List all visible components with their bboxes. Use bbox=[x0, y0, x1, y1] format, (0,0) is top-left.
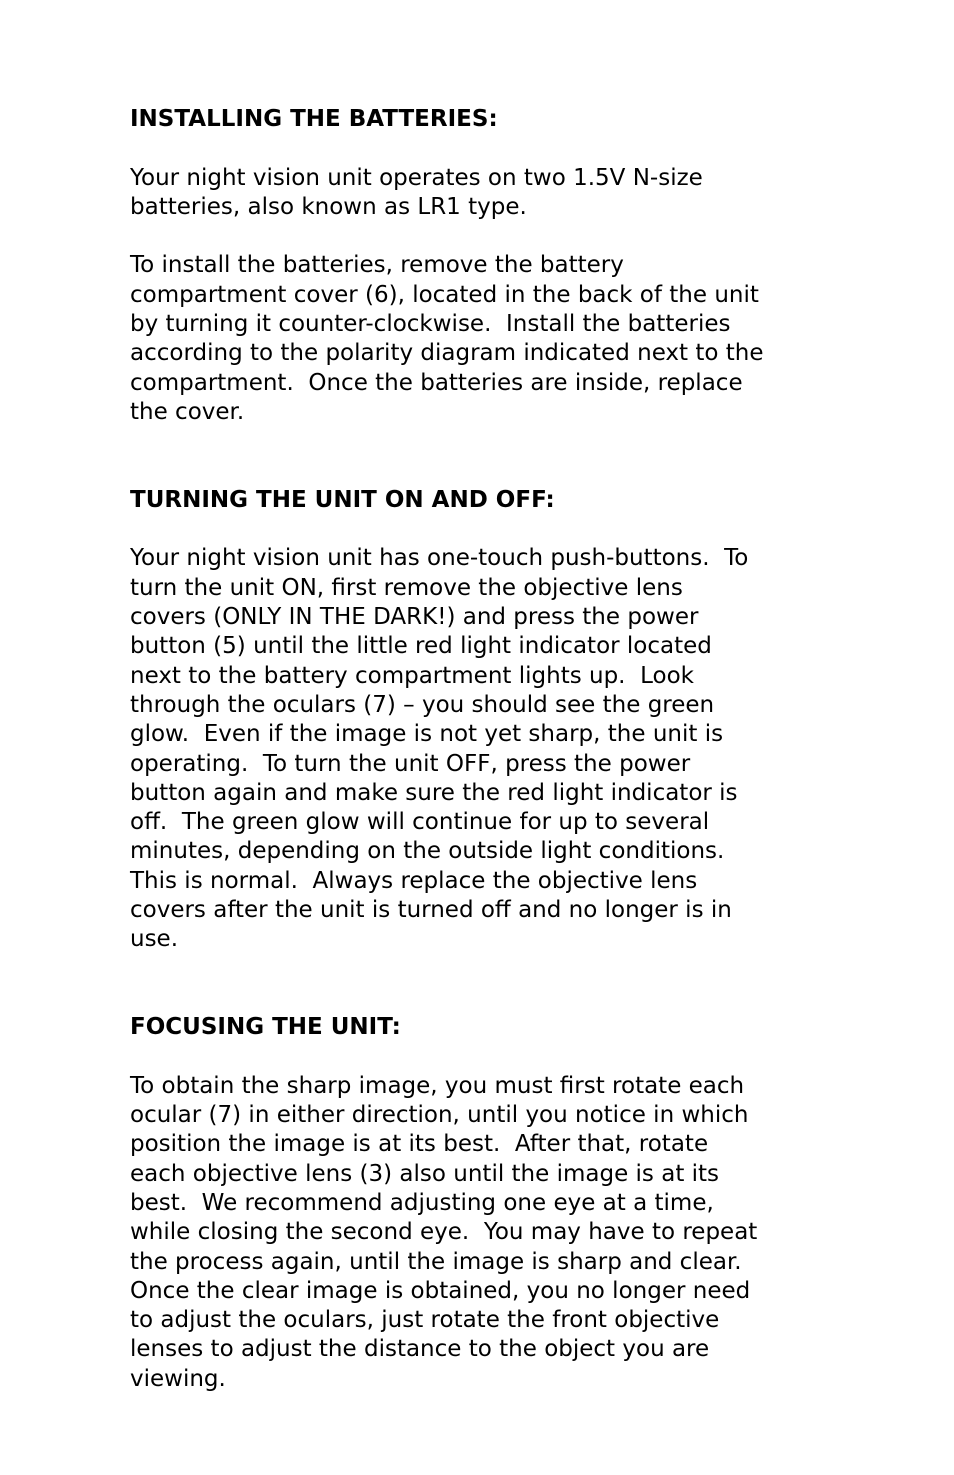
text-line: the cover. bbox=[130, 398, 245, 425]
text-line: compartment. Once the batteries are inside, replace bbox=[130, 369, 743, 396]
text-line: minutes, depending on the outside light conditions. bbox=[130, 838, 725, 865]
section-heading: FOCUSING THE UNIT: bbox=[130, 1014, 401, 1041]
text-line: position the image is at its best. After that, rotate bbox=[130, 1131, 709, 1158]
text-line: This is normal. Always replace the objective lens bbox=[130, 867, 698, 894]
text-line: by turning it counter-clockwise. Install the batteries bbox=[130, 311, 731, 338]
text-line: best. We recommend adjusting one eye at a time, bbox=[130, 1189, 714, 1216]
paragraph bbox=[130, 164, 810, 223]
text-line: compartment cover (6), located in the back of the unit bbox=[130, 281, 759, 308]
text-line: through the oculars (7) – you should see the green bbox=[130, 691, 715, 718]
paragraph bbox=[130, 544, 810, 954]
text-line: batteries, also known as LR1 type. bbox=[130, 193, 527, 220]
section-heading: INSTALLING THE BATTERIES: bbox=[130, 106, 498, 132]
document-page bbox=[130, 105, 810, 1394]
text-line: the process again, until the image is sharp and clear. bbox=[130, 1248, 742, 1275]
text-line: button again and make sure the red light indicator is bbox=[130, 779, 738, 806]
text-line: off. The green glow will continue for up to several bbox=[130, 809, 710, 836]
text-line: covers (ONLY IN THE DARK!) and press the power bbox=[130, 604, 699, 631]
text-line: each objective lens (3) also until the image is at its bbox=[130, 1160, 720, 1187]
text-line: To install the batteries, remove the battery bbox=[130, 252, 624, 279]
text-line: while closing the second eye. You may have to repeat bbox=[130, 1219, 758, 1246]
text-line: next to the battery compartment lights up. Look bbox=[130, 662, 694, 689]
text-line: according to the polarity diagram indicated next to the bbox=[130, 340, 764, 367]
text-line: viewing. bbox=[130, 1365, 226, 1392]
text-line: operating. To turn the unit OFF, press the power bbox=[130, 750, 691, 777]
text-line: to adjust the oculars, just rotate the front objective bbox=[130, 1307, 720, 1334]
text-line: To obtain the sharp image, you must first rotate each bbox=[130, 1072, 745, 1099]
text-line: turn the unit ON, first remove the objective lens bbox=[130, 574, 683, 601]
section-installing-batteries bbox=[130, 105, 810, 427]
text-line: glow. Even if the image is not yet sharp, the unit is bbox=[130, 721, 724, 748]
text-line: lenses to adjust the distance to the object you are bbox=[130, 1336, 710, 1363]
text-line: Your night vision unit has one-touch push-buttons. To bbox=[130, 545, 749, 572]
text-line: Once the clear image is obtained, you no longer need bbox=[130, 1277, 751, 1304]
section-turning-on-off bbox=[130, 486, 810, 955]
text-line: covers after the unit is turned off and no longer is in bbox=[130, 897, 732, 924]
paragraph bbox=[130, 1072, 810, 1394]
text-line: use. bbox=[130, 926, 179, 953]
text-line: button (5) until the little red light indicator located bbox=[130, 633, 712, 660]
paragraph bbox=[130, 251, 810, 427]
text-line: Your night vision unit operates on two 1.5V N-size bbox=[130, 164, 703, 191]
text-line: ocular (7) in either direction, until you notice in which bbox=[130, 1102, 749, 1129]
section-heading: TURNING THE UNIT ON AND OFF: bbox=[130, 486, 555, 513]
section-focusing bbox=[130, 1013, 810, 1394]
